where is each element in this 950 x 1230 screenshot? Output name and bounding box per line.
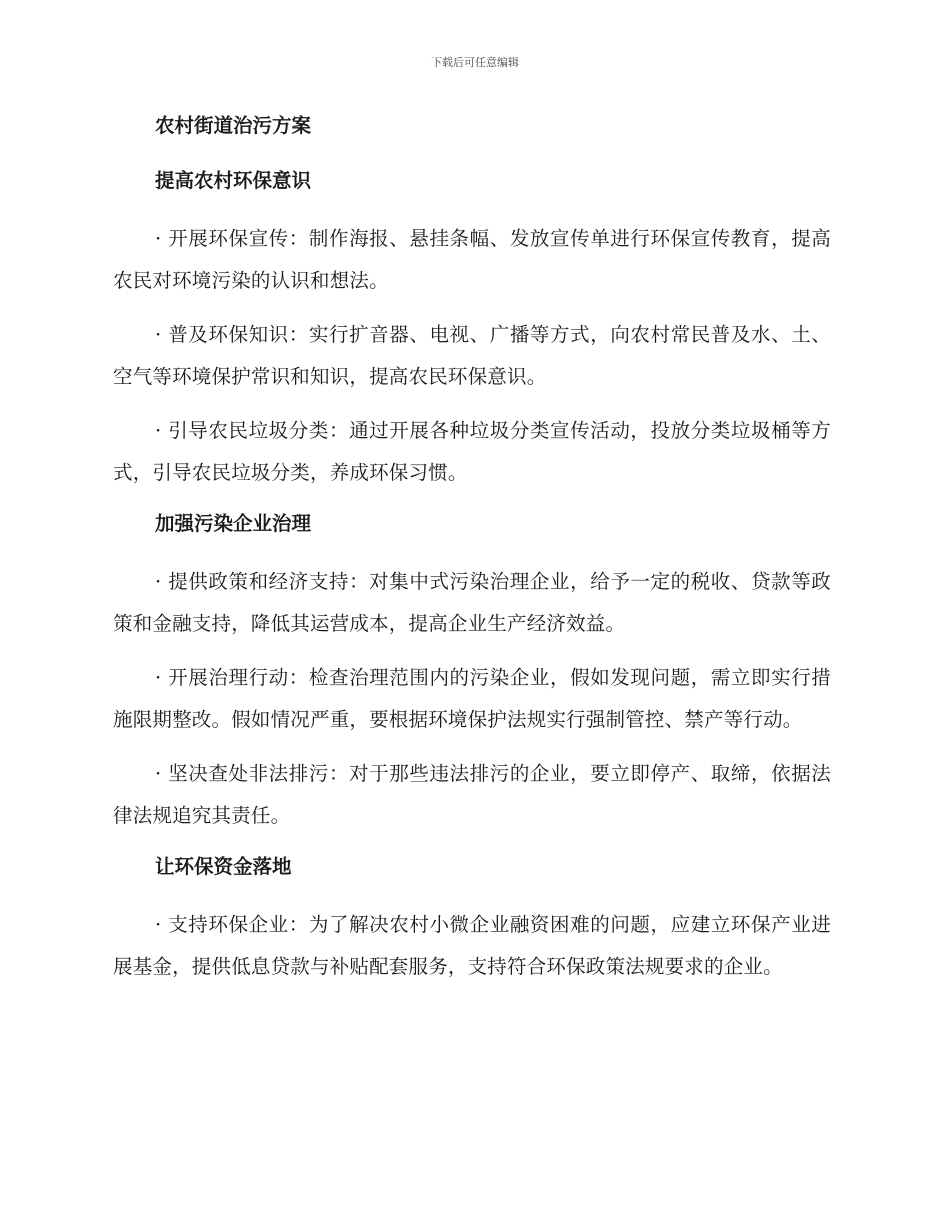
bullet-paragraph: · 引导农民垃圾分类：通过开展各种垃圾分类宣传活动，投放分类垃圾桶等方式，引导农民垃圾分类，养成环保习惯。	[113, 419, 831, 484]
section-heading: 让环保资金落地	[155, 855, 292, 878]
bullet-paragraph: · 提供政策和经济支持：对集中式污染治理企业，给予一定的税收、贷款等政策和金融支持，降低其运营成本，提高企业生产经济效益。	[113, 570, 831, 635]
section-heading: 加强污染企业治理	[155, 512, 312, 535]
bullet-paragraph: · 坚决查处非法排污：对于那些违法排污的企业，要立即停产、取缔，依据法律法规追究其责任。	[113, 762, 831, 827]
page-header-note: 下载后可任意编辑	[431, 56, 519, 69]
bullet-paragraph: · 普及环保知识：实行扩音器、电视、广播等方式，向农村常民普及水、土、空气等环境保护常识和知识，提高农民环保意识。	[113, 323, 831, 388]
section-environmental-awareness	[113, 163, 831, 494]
bullet-paragraph: · 支持环保企业：为了解决农村小微企业融资困难的问题，应建立环保产业进展基金，提供低息贷款与补贴配套服务，支持符合环保政策法规要求的企业。	[113, 913, 831, 978]
bullet-paragraph: · 开展治理行动：检查治理范围内的污染企业，假如发现问题，需立即实行措施限期整改。假如情况严重，要根据环境保护法规实行强制管控、禁产等行动。	[113, 666, 831, 731]
document-title: 农村街道治污方案	[155, 114, 312, 137]
section-environmental-funding	[113, 849, 831, 988]
document-body	[113, 108, 831, 1000]
section-pollution-enterprise-governance	[113, 506, 831, 837]
section-heading: 提高农村环保意识	[155, 169, 312, 192]
bullet-paragraph: · 开展环保宣传：制作海报、悬挂条幅、发放宣传单进行环保宣传教育，提高农民对环境污染的认识和想法。	[113, 227, 831, 292]
